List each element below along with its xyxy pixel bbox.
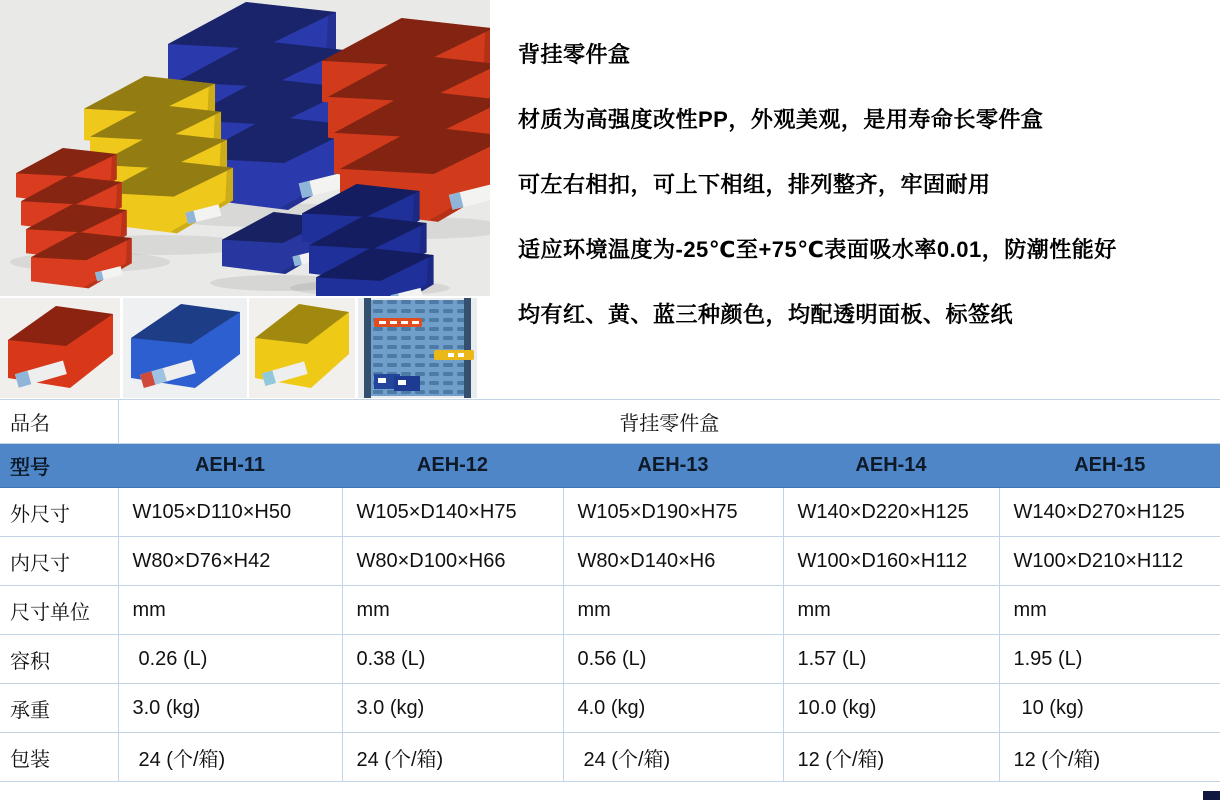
volume-cell: 1.95 (L) [999,635,1220,684]
thumbnail-strip [0,296,490,400]
volume-cell: 0.56 (L) [563,635,783,684]
size-unit-cell: mm [563,586,783,635]
inner-size-cell: W100×D210×H112 [999,537,1220,586]
size-unit-cell: mm [118,586,342,635]
table-row-outer-size [0,488,1220,537]
load-cell: 4.0 (kg) [563,684,783,733]
outer-size-cell: W140×D270×H125 [999,488,1220,537]
small-red-bin-stack [16,148,132,288]
row-label-outer-size: 外尺寸 [0,488,118,537]
small-panel-bins [374,374,420,391]
size-unit-cell: mm [342,586,563,635]
description-line-colors: 均有红、黄、蓝三种颜色，均配透明面板、标签纸 [518,302,1014,327]
row-label-packing: 包装 [0,733,118,782]
load-cell: 10.0 (kg) [783,684,999,733]
size-unit-cell: mm [783,586,999,635]
product-description [490,0,1220,400]
description-line-stacking: 可左右相扣，可上下相组，排列整齐，牢固耐用 [518,172,991,197]
yellow-hanger-bar [434,350,474,360]
model-aeh-13: AEH-13 [563,444,783,488]
parts-bins-photo-illustration [0,0,490,296]
inner-size-cell: W80×D76×H42 [118,537,342,586]
table-row-model [0,444,1220,488]
packing-cell: 24 (个/箱) [118,733,342,782]
description-line-material: 材质为高强度改性PP，外观美观，是用寿命长零件盒 [518,107,1044,132]
thumbnail-louvered-panel[interactable] [358,298,477,398]
table-row-size-unit [0,586,1220,635]
row-label-product-name: 品名 [0,400,118,444]
orange-hanger-bar [374,318,422,327]
table-row-load [0,684,1220,733]
size-unit-cell: mm [999,586,1220,635]
packing-cell: 12 (个/箱) [783,733,999,782]
outer-size-cell: W140×D220×H125 [783,488,999,537]
table-row-product-name [0,400,1220,444]
inner-size-cell: W80×D100×H66 [342,537,563,586]
row-label-inner-size: 内尺寸 [0,537,118,586]
outer-size-cell: W105×D190×H75 [563,488,783,537]
model-aeh-12: AEH-12 [342,444,563,488]
spec-table-container [0,399,1220,782]
model-aeh-15: AEH-15 [999,444,1220,488]
packing-cell: 24 (个/箱) [563,733,783,782]
small-blue-bin-stack [302,184,434,296]
product-photo [0,0,490,296]
packing-cell: 12 (个/箱) [999,733,1220,782]
thumbnail-yellow-bin[interactable] [249,298,355,398]
thumbnail-red-bin[interactable] [0,298,120,398]
model-aeh-11: AEH-11 [118,444,342,488]
description-line-temperature: 适应环境温度为-25℃至+75℃表面吸水率0.01，防潮性能好 [518,237,1117,262]
row-label-volume: 容积 [0,635,118,684]
thumbnail-blue-bin[interactable] [123,298,247,398]
product-name-value: 背挂零件盒 [118,400,1220,444]
packing-cell: 24 (个/箱) [342,733,563,782]
inner-size-cell: W80×D140×H6 [563,537,783,586]
outer-size-cell: W105×D110×H50 [118,488,342,537]
volume-cell: 1.57 (L) [783,635,999,684]
table-row-packing [0,733,1220,782]
product-title: 背挂零件盒 [518,42,631,67]
row-label-model: 型号 [0,444,118,488]
table-row-volume [0,635,1220,684]
inner-size-cell: W100×D160×H112 [783,537,999,586]
model-aeh-14: AEH-14 [783,444,999,488]
volume-cell: 0.26 (L) [118,635,342,684]
table-row-inner-size [0,537,1220,586]
corner-artifact [1203,791,1220,800]
volume-cell: 0.38 (L) [342,635,563,684]
outer-size-cell: W105×D140×H75 [342,488,563,537]
row-label-load: 承重 [0,684,118,733]
load-cell: 3.0 (kg) [342,684,563,733]
load-cell: 10 (kg) [999,684,1220,733]
spec-table [0,399,1220,782]
load-cell: 3.0 (kg) [118,684,342,733]
row-label-size-unit: 尺寸单位 [0,586,118,635]
